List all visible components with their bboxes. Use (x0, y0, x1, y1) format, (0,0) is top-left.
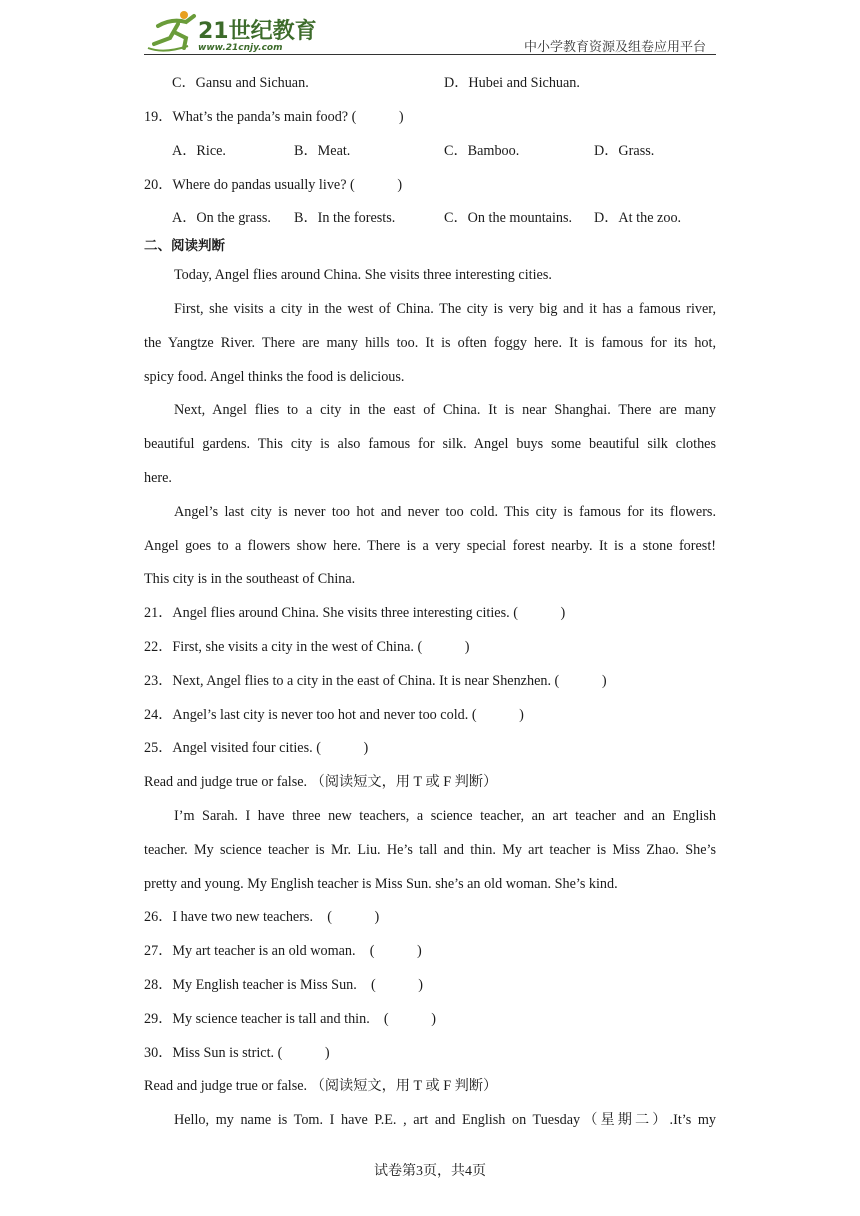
q18-option-d: D．Hubei and Sichuan. (444, 75, 580, 91)
passage1-p3-line1: Next, Angel flies to a city in the east of China. It is near Shanghai. There are many (174, 402, 716, 418)
q19-option-a: A．Rice. (172, 143, 226, 159)
q20-option-d: D．At the zoo. (594, 210, 682, 226)
question-25: 25．Angel visited four cities. ( ) (144, 740, 369, 756)
passage1-p2-line3: spicy food. Angel thinks the food is delicious. (144, 369, 405, 385)
passage2-line2: teacher. My science teacher is Mr. Liu. He’s tall and thin. My art teacher is Miss Zhao. She’s (144, 842, 716, 858)
instruction-2: Read and judge true or false. （阅读短文，用 T 或 F 判断） (144, 1078, 498, 1094)
passage3-line1: Hello, my name is Tom. I have P.E. , art and English on Tuesday（星期二）.It’s my (174, 1112, 716, 1128)
passage1-p4-line1: Angel’s last city is never too hot and never too cold. This city is famous for its flowers. (174, 504, 716, 520)
q20-option-a: A．On the grass. (172, 210, 271, 226)
q20-option-c: C．On the mountains. (444, 210, 573, 226)
passage2-line1: I’m Sarah. I have three new teachers, a science teacher, an art teacher and an English (174, 808, 716, 824)
question-21: 21．Angel flies around China. She visits three interesting cities. ( ) (144, 605, 566, 621)
logo-url-text: www.21cnjy.com (198, 43, 283, 53)
passage1-p1: Today, Angel flies around China. She visits three interesting cities. (174, 267, 552, 283)
platform-name: 中小学教育资源及组卷应用平台 (523, 39, 706, 54)
passage2-line3: pretty and young. My English teacher is Miss Sun. she’s an old woman. She’s kind. (144, 876, 618, 892)
question-30: 30．Miss Sun is strict. ( ) (144, 1045, 330, 1061)
question-29: 29．My science teacher is tall and thin. ( ) (144, 1011, 436, 1027)
question-24: 24．Angel’s last city is never too hot and never too cold. ( ) (144, 707, 524, 723)
passage1-p3-line3: here. (144, 470, 172, 486)
section-title: 二、阅读判断 (144, 238, 225, 254)
q19-option-c: C．Bamboo. (444, 143, 520, 159)
question-26: 26．I have two new teachers. ( ) (144, 909, 380, 925)
passage1-p4-line3: This city is in the southeast of China. (144, 571, 356, 587)
page-footer: 试卷第3页，共4页 (374, 1164, 486, 1179)
q19-stem: 19．What’s the panda’s main food? ( ) (144, 109, 404, 125)
logo-main-text: 21世纪教育 (198, 19, 317, 44)
question-28: 28．My English teacher is Miss Sun. ( ) (144, 977, 424, 993)
q19-option-b: B．Meat. (294, 143, 351, 159)
question-27: 27．My art teacher is an old woman. ( ) (144, 943, 422, 959)
q18-option-c: C．Gansu and Sichuan. (172, 75, 309, 91)
passage1-p4-line2: Angel goes to a flowers show here. There is a very special forest nearby. It is a stone forest! (144, 538, 716, 554)
question-23: 23．Next, Angel flies to a city in the east of China. It is near Shenzhen. ( ) (144, 673, 607, 689)
question-22: 22．First, she visits a city in the west of China. ( ) (144, 639, 470, 655)
q19-option-d: D．Grass. (594, 143, 655, 159)
instruction-1: Read and judge true or false. （阅读短文，用 T 或 F 判断） (144, 774, 498, 790)
passage1-p2-line2: the Yangtze River. There are many hills too. It is often foggy here. It is famous for its hot, (144, 335, 716, 351)
runner-icon (148, 11, 194, 51)
passage1-p3-line2: beautiful gardens. This city is also famous for silk. Angel buys some beautiful silk clothes (144, 436, 716, 452)
page-header (144, 8, 716, 55)
q20-option-b: B．In the forests. (294, 210, 396, 226)
passage1-p2-line1: First, she visits a city in the west of China. The city is very big and it has a famous river, (174, 301, 716, 317)
logo-21cnjy (144, 8, 319, 53)
q20-stem: 20．Where do pandas usually live? ( ) (144, 177, 403, 193)
